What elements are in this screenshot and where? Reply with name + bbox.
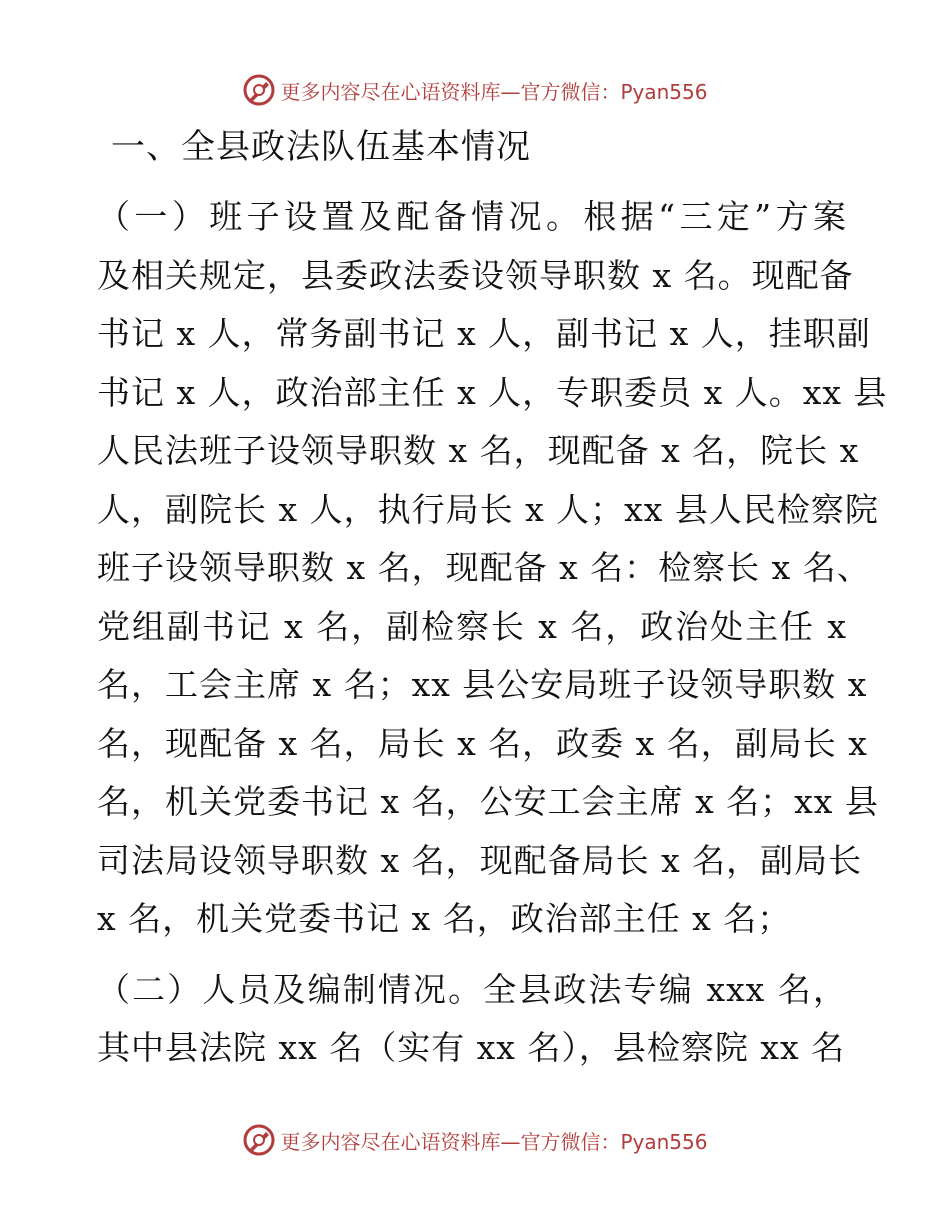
watermark-text: 更多内容尽在心语资料库—官方微信：Pyan556: [280, 79, 708, 104]
text-line: 人，副院长 x 人，执行局长 x 人；xx 县人民检察院: [97, 489, 879, 529]
watermark-banner-top: [0, 70, 950, 110]
paragraph-1: [97, 188, 888, 949]
text-line: 及相关规定，县委政法委设领导职数 x 名。现配备: [97, 255, 854, 295]
text-line: 党组副书记 x 名，副检察长 x 名，政治处主任 x: [97, 606, 847, 646]
text-line: 名，现配备 x 名，局长 x 名，政委 x 名，副局长 x: [97, 723, 868, 763]
text-line: 其中县法院 xx 名（实有 xx 名），县检察院 xx 名: [97, 1028, 846, 1067]
document-body: [97, 118, 888, 1090]
text-line: 人民法班子设领导职数 x 名，现配备 x 名，院长 x: [97, 431, 860, 470]
text-line: 班子设领导职数 x 名，现配备 x 名：检察长 x 名、: [97, 548, 871, 587]
text-line: 书记 x 人，常务副书记 x 人，副书记 x 人，挂职副: [97, 314, 871, 353]
quill-logo-icon: [242, 73, 276, 107]
text-line: x 名，机关党委书记 x 名，政治部主任 x 名；: [97, 899, 792, 938]
paragraph-2: [97, 961, 847, 1078]
text-line: 名，机关党委书记 x 名，公安工会主席 x 名；xx 县: [97, 782, 879, 821]
text-line: （二）人员及编制情况。全县政法专编 xxx 名，: [97, 969, 847, 1009]
watermark-banner-bottom: [0, 1120, 950, 1160]
watermark-text: 更多内容尽在心语资料库—官方微信：Pyan556: [280, 1129, 708, 1154]
quill-logo-icon: [242, 1123, 276, 1157]
section-heading: 一、全县政法队伍基本情况: [111, 127, 531, 167]
text-line: 书记 x 人，政治部主任 x 人，专职委员 x 人。xx 县: [97, 372, 888, 412]
text-line: （一）班子设置及配备情况。根据“三定”方案: [97, 197, 847, 236]
text-line: 司法局设领导职数 x 名，现配备局长 x 名，副局长: [97, 840, 863, 880]
text-line: 名，工会主席 x 名；xx 县公安局班子设领导职数 x: [97, 665, 868, 704]
